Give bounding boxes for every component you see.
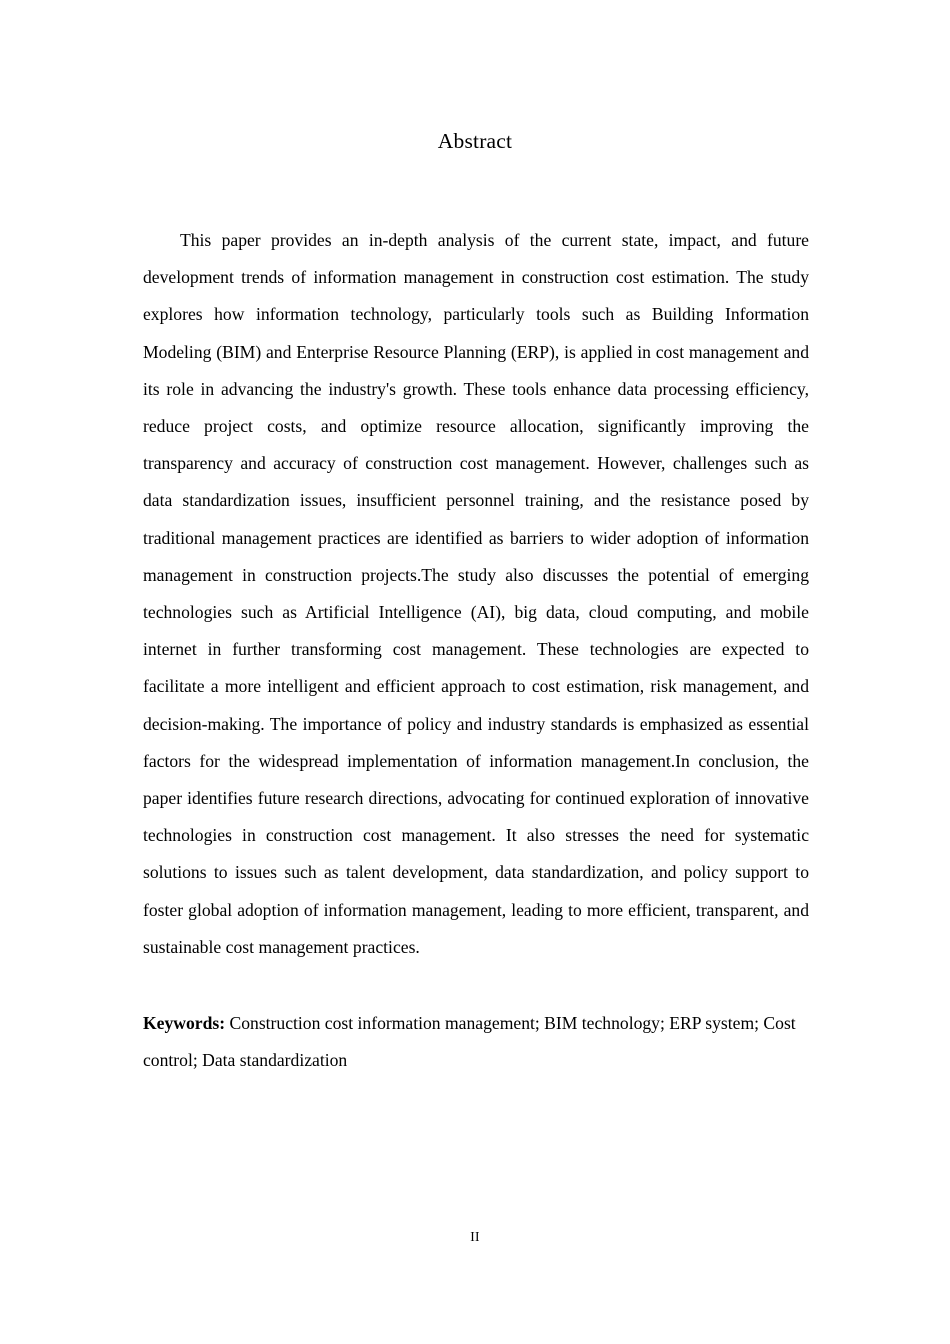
keywords-value: Construction cost information management; BIM technology; ERP system; Cost control; Data standardization <box>143 1013 796 1071</box>
page-title: Abstract <box>437 129 513 153</box>
keywords-line <box>143 966 809 1079</box>
page-number: II <box>470 1229 480 1244</box>
keywords-label: Keywords: <box>143 1013 226 1034</box>
abstract-paragraph: This paper provides an in-depth analysis of the current state, impact, and future development trends of information management in construction cost estimation. The study explores how information technology, particularly tools such as Building Information Modeling (BIM) and Enterprise Resource Planning (ERP), is applied in cost management and its role in advancing the industry's growth. These tools enhance data processing efficiency, reduce project costs, and optimize resource allocation, significantly improving the transparency and accuracy of construction cost management. However, challenges such as data standardization issues, insufficient personnel training, and the resistance posed by traditional management practices are identified as barriers to wider adoption of information management in construction projects.The study also discusses the potential of emerging technologies such as Artificial Intelligence (AI), big data, cloud computing, and mobile internet in further transforming cost management. These technologies are expected to facilitate a more intelligent and efficient approach to cost estimation, risk management, and decision-making. The importance of policy and industry standards is emphasized as essential factors for the widespread implementation of information management.In conclusion, the paper identifies future research directions, advocating for continued exploration of innovative technologies in construction cost management. It also stresses the need for systematic solutions to issues such as talent development, data standardization, and policy support to foster global adoption of information management, leading to more efficient, transparent, and sustainable cost management practices. <box>143 230 809 957</box>
abstract-content <box>143 222 809 1079</box>
